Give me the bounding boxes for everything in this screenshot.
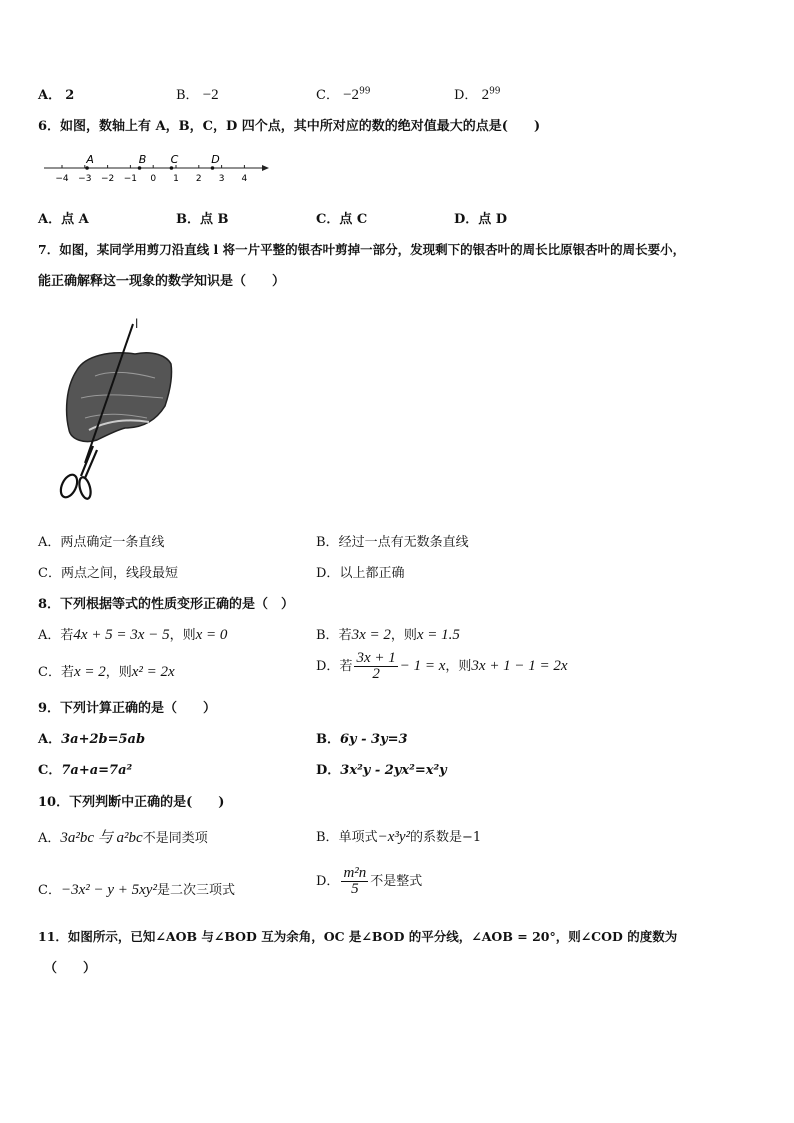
tick-label: −3 — [78, 174, 92, 184]
fraction: $\frac{3x + 1}{2}$ — [356, 650, 396, 682]
point-d — [211, 166, 215, 170]
tick-label: −4 — [55, 174, 69, 184]
point-label-d: D — [211, 153, 220, 166]
q6-stem: 6．如图，数轴上有 A，B，C，D 四个点，其中所对应的数的绝对值最大的点是( ) — [38, 119, 541, 134]
q10-option-a: A．3a²bc 与 a²bc不是同类项 — [38, 830, 208, 846]
q8-option-b: B．若3x = 2，则x = 1.5 — [316, 627, 460, 643]
q11-stem-line2: （ ） — [44, 961, 97, 976]
tick-label: 0 — [150, 174, 157, 184]
tick-label: 2 — [195, 174, 202, 184]
tick-label: −1 — [123, 174, 138, 184]
q6-option-a: A．点 A — [38, 212, 89, 227]
number-line-figure — [40, 150, 275, 186]
q10-option-d: D． $\frac{\text{m²n}}{5}$ 不是整式 — [316, 865, 423, 897]
point-c — [170, 166, 174, 170]
q7-stem-line2: 能正确解释这一现象的数学知识是（ ） — [38, 274, 286, 289]
q7-option-d: D．以上都正确 — [316, 566, 405, 581]
ginkgo-leaf-scissors-figure — [55, 318, 180, 503]
scissors-icon — [58, 446, 97, 500]
point-label-c: C — [170, 153, 179, 166]
q9-option-c: C．7a+a=7a² — [38, 763, 133, 778]
arrow-icon — [262, 165, 269, 171]
point-a — [85, 166, 89, 170]
q9-stem: 9．下列计算正确的是（ ） — [38, 701, 217, 716]
q8-option-d: D．若 $\frac{3x + 1}{2}$ − 1 = x，则3x + 1 − 1 = 2x — [316, 650, 568, 682]
tick-label: 3 — [218, 174, 225, 184]
q5-option-a: A． 2 — [38, 88, 75, 103]
q6-option-d: D．点 D — [454, 212, 508, 227]
q7-stem-line1: 7．如图，某同学用剪刀沿直线 l 将一片平整的银杏叶剪掉一部分，发现剩下的银杏叶的周长比原银杏叶的周长要小， — [38, 242, 686, 257]
q6-option-b: B．点 B — [176, 212, 229, 227]
q7-option-a: A．两点确定一条直线 — [38, 535, 165, 550]
q9-option-a: A．3a+2b=5ab — [38, 732, 146, 747]
fraction: $\frac{\text{m²n}}{5}$ — [343, 865, 367, 897]
q8-stem: 8．下列根据等式的性质变形正确的是（ ） — [38, 597, 295, 612]
q5-option-d: D． $2^{99}$ — [454, 86, 501, 103]
q5-option-b: B． −2 — [176, 87, 219, 103]
point-label-b: B — [138, 153, 147, 166]
line-label-l: l — [135, 318, 139, 331]
q5-option-c: C． $-2^{99}$ — [316, 86, 371, 103]
tick-label: 4 — [241, 174, 248, 184]
q8-option-c: C．若x = 2，则x² = 2x — [38, 664, 175, 680]
q9-option-d: D．3x²y - 2yx²=x²y — [316, 763, 447, 778]
q8-option-a: A．若4x + 5 = 3x − 5，则x = 0 — [38, 627, 228, 643]
tick-label: 1 — [173, 174, 179, 184]
point-label-a: A — [86, 153, 94, 166]
q7-option-b: B．经过一点有无数条直线 — [316, 535, 469, 550]
q9-option-b: B．6y - 3y=3 — [316, 732, 408, 747]
q10-option-b: B．单项式−x³y²的系数是−1 — [316, 829, 482, 845]
q11-stem-line1: 11．如图所示，已知∠AOB 与∠BOD 互为余角，OC 是∠BOD 的平分线，∠AOB = 20°，则∠COD 的度数为 — [38, 929, 678, 944]
q7-option-c: C．两点之间，线段最短 — [38, 566, 178, 581]
point-b — [138, 166, 142, 170]
q6-option-c: C．点 C — [316, 212, 368, 227]
q10-stem: 10．下列判断中正确的是( ) — [38, 795, 225, 810]
q10-option-c: C．−3x² − y + 5xy²是二次三项式 — [38, 882, 235, 898]
tick-label: −2 — [100, 174, 115, 184]
